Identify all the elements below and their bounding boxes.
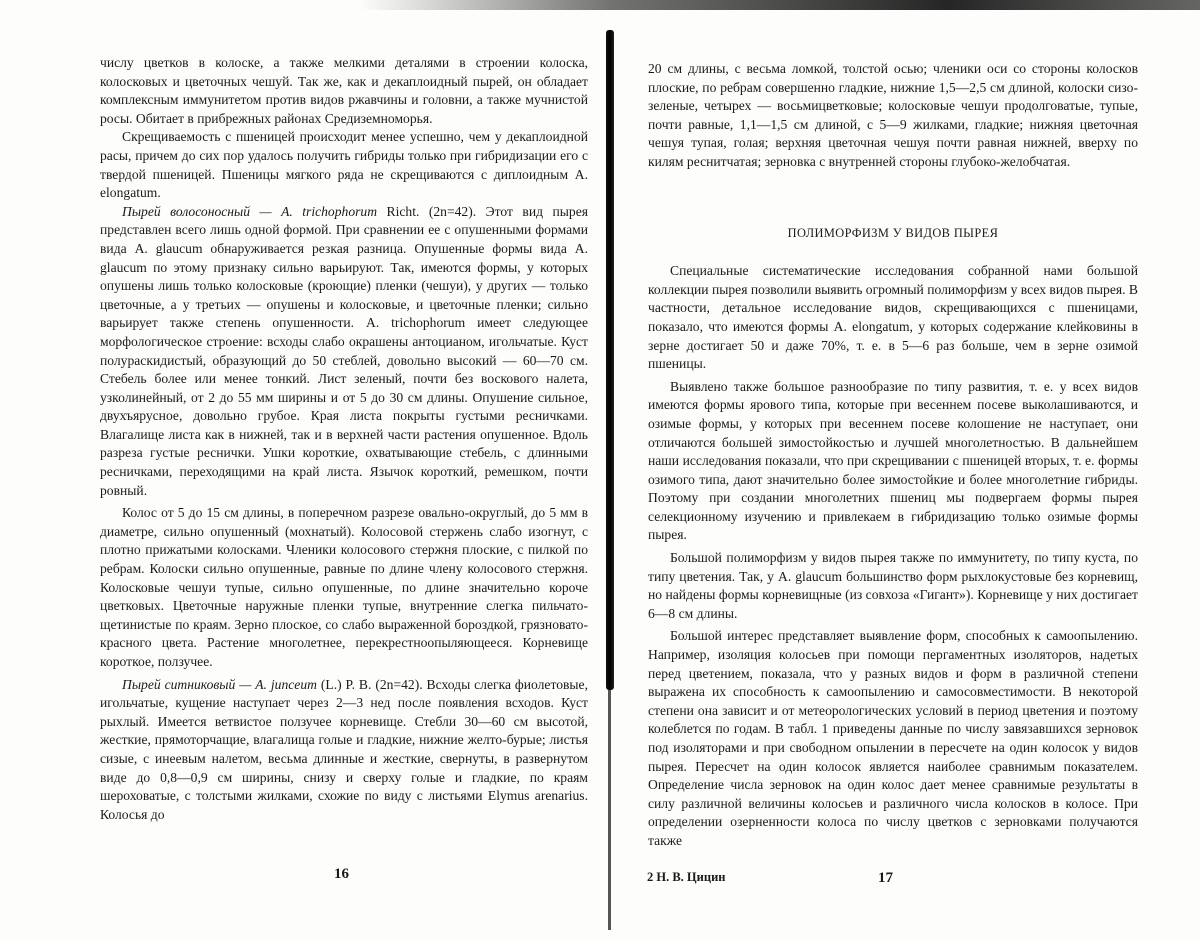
- left-page-number: 16: [334, 866, 349, 883]
- book-spine: [606, 30, 614, 690]
- scan-shadow: [360, 0, 1200, 10]
- right-page-number: 17: [878, 870, 893, 887]
- trichophorum-description: Richt. (2n=42). Этот вид пырея представлен всего лишь одной формой. При сравнении ее с опушенными формами вида A. glaucum обнаруживается резкая разница. Опушенные формы вида A. glaucum по этому признаку сильно варьируют. Так, имеются формы, у которых опушены лишь только колосковые (кроющие) пленки (чешуи), у других — только цветочные, а у третьих — опушены и колосковые, и цветочные пленки; сильно варьирует также степень опушенности. A. trichophorum имеет следующее морфологическое строение: всходы слабо окрашены антоцианом, игольчатые. Куст полураскидистый, образующий до 50 стеблей, довольно высокий — 60—70 см. Стебель более или менее тонкий. Лист зеленый, почти без воскового налета, узколинейный, от 2 до 55 мм ширины и от 5 до 30 см длины. Опушение сильное, двухъярусное, довольно грубое. Края листа покрыты густыми ресничками. Влагалище листа как в нижней, так и в верхней части растения опушенное. Вдоль разреза густые реснички. Ушки короткие, охватывающие стебель, с длинными ресничками, переходящими на край листа. Язычок короткий, ремешком, почти ровный.: [100, 204, 588, 498]
- right-paragraph-4: Большой интерес представляет выявление форм, способных к самоопылению. Например, изоляция колосьев при помощи пергаментных изоляторов, надетых перед цветением, показала, что у разных видов и форм в различной степени выражена их способность к самоопылению и самосовместимости. В некоторой степени она зависит и от метеорологических условий в период цветения и поэтому колеблется по годам. В табл. 1 приведены данные по числу завязавшихся зерновок под изоляторами и при свободном опылении в пересчете на один колосок у видов пырея. Пересчет на один колосок является наиболее сравнимым показателем. Определение числа зерновок на один колос дает менее сравнимые результаты в силу различной величины колосьев и различного числа колосков в колосе. При определении озерненности колоса по числу цветков с зерновками получаются также: [648, 627, 1138, 850]
- trichophorum-species-name: Пырей волосоносный — A. trichophorum: [122, 204, 377, 219]
- left-paragraph-2: Скрещиваемость с пшеницей происходит менее успешно, чем у декаплоидной расы, причем до сих пор удалось получить гибриды только при гибридизации его с твердой пшеницей. Пшеницы мягкого ряда не скрещиваются с диплоидным A. elongatum.: [100, 128, 588, 202]
- right-paragraph-1: Специальные систематические исследования собранной нами большой коллекции пырея позволили выявить огромный полиморфизм у всех видов пырея. В частности, детальное исследование видов, скрещивающихся с пшеницами, показало, что имеются формы A. elongatum, у которых содержание клейковины в зерне достигает 50 и даже 70%, т. е. в 5—6 раз больше, чем в зерне озимой пшеницы.: [648, 262, 1138, 374]
- book-spread: [0, 0, 1200, 940]
- book-spine-lower: [608, 690, 611, 930]
- right-paragraph-2: Выявлено также большое разнообразие по типу развития, т. е. у всех видов имеются формы ярового типа, которые при весеннем посеве выколашиваются, и озимые формы, у которых при весеннем посеве колошение не наступает, они отличаются большей зимостойкостью и лучшей многолетностью. В дальнейшем наши исследования показали, что при скрещивании с пшеницей вторых, т. е. формы озимого типа, дают значительно более зимостойкие и более многолетние гибриды. Поэтому при создании многолетних пшениц мы подвергаем формы пырея селекционному изучению и привлекаем в гибридизацию только озимые формы пырея.: [648, 378, 1138, 545]
- junceum-description: (L.) P. B. (2n=42). Всходы слегка фиолетовые, игольчатые, кущение наступает через 2—3 нед после появления всходов. Куст рыхлый. Имеется ветвистое ползучее корневище. Стебли 30—60 см высотой, жесткие, прямоторчащие, влагалища голые и гладкие, нижние желто-бурые; листья сизые, с инеевым налетом, весьма длинные и жесткие, свернуты, в развернутом виде до 0,8—0,9 см ширины, снизу и сверху голые и гладкие, по краям шероховатые, с толстыми жилками, схожие по виду с листьями Elymus arenarius. Колосья до: [100, 677, 588, 822]
- right-paragraph-3: Большой полиморфизм у видов пырея также по иммунитету, по типу куста, по типу цветения. Так, у A. glaucum большинство форм рыхлокустовые без корневищ, но найдены формы корневищные (из совхоза «Гигант»). Корневище у них достигает 6—8 см длины.: [648, 549, 1138, 623]
- spike-paragraph: Колос от 5 до 15 см длины, в поперечном разрезе овально-округлый, до 5 мм в диаметре, сильно опушенный (мохнатый). Колосовой стержень слабо изогнут, с плотно прижатыми колосками. Членики колосового стержня плоские, с пилкой по ребрам. Колоски сильно опушенные, равные по длине члену колосового стержня. Колосковые чешуи тупые, сильно опушенные, по длине значительно короче цветковых. Цветочные наружные пленки тупые, внутренние слегка пильчато-щетинистые по краям. Зерно плоское, со слабо выраженной бороздкой, грязновато-красного цвета. Растение многолетнее, перекрестноопыляющееся. Корневище короткое, ползучее.: [100, 504, 588, 671]
- section-heading: ПОЛИМОРФИЗМ У ВИДОВ ПЫРЕЯ: [648, 224, 1138, 243]
- trichophorum-paragraph: [100, 203, 588, 501]
- junceum-paragraph: [100, 676, 588, 825]
- printer-signature: 2 Н. В. Цицин: [647, 870, 725, 885]
- left-page: [100, 54, 588, 824]
- junceum-species-name: Пырей ситниковый — A. junceum: [122, 677, 317, 692]
- right-continuation: 20 см длины, с весьма ломкой, толстой осью; членики оси со стороны колосков плоские, по ребрам совершенно гладкие, нижние 1,5—2,5 см длиной, колоски сизо-зеленые, четырех — восьмицветковые; колосковые чешуи продолговатые, тупые, почти равные, 1,1—1,5 см длиной, с 5—9 жилками, гладкие; нижняя цветочная чешуя тупая, голая; верхняя цветочная чешуя почти равная нижней, вверху по килям реснитчатая; зерновка с внутренней стороны глубоко-желобчатая.: [648, 60, 1138, 172]
- left-paragraph-1: числу цветков в колоске, а также мелкими деталями в строении колоска, колосковых и цветочных чешуй. Так же, как и декаплоидный пырей, он обладает комплексным иммунитетом против видов ржавчины и головни, а также мучнистой росы. Обитает в прибрежных районах Средиземноморья.: [100, 54, 588, 128]
- right-page: [648, 60, 1138, 851]
